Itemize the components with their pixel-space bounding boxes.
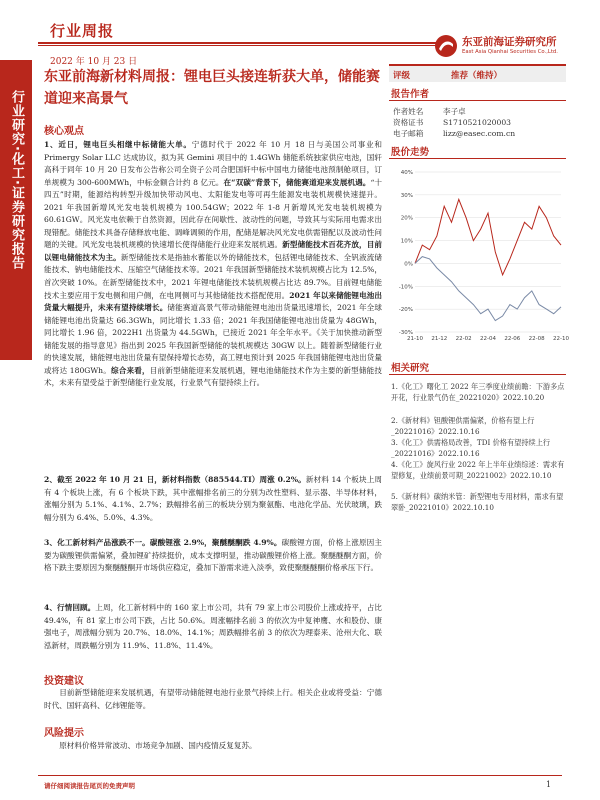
paragraph-1 — [44, 139, 382, 390]
header-rule — [38, 42, 438, 44]
y-tick-label: 30% — [400, 192, 413, 199]
footer-rule — [38, 775, 562, 776]
p2-text-b: 新材料 14 个板块上周有 4 个板块上涨，有 6 个板块下跌，其中涨幅排名前三的分别为改性塑料、显示器、半导体材料，涨幅分别为 5.1%、4.1%、2.7%；跌幅排名前三的板块分别为聚氨酯、电池化学品、光伏玻璃，跌幅分别为 6.4%、5.0%、4.3%。 — [44, 475, 382, 522]
x-tick-label: 21-10 — [407, 336, 423, 342]
x-tick-label: 21-12 — [431, 336, 448, 342]
p1-text-h: 储能赛道高景气带动储能锂电池出货量迅速增长，2021 年全球储能锂电池出货量达 66.3GWh，同比增长 1.33 倍；2021 年我国储能锂电池出货量为 48GWh，同比增长 1.96 倍，2022H1 出货量为 44.5GWh，已接近 2021 年全年水平。《关于加快推动新型储能发展的指导意见》指出到 2025 年我国新型储能的装机规模达 30GW 以上。随着新型储能行业的快速发展，储能锂电池出货量有望保持增长态势，高工锂电预计到 2025 年我国储能锂电池出货量或将达 180GWh。 — [44, 303, 382, 375]
paragraph-2 — [44, 474, 382, 524]
p1-highlight-e: 新型储能技术百花齐放，目前以锂电储能技术为主。 — [44, 240, 383, 262]
footer-disclaimer: 请仔细阅读报告尾页的免责声明 — [44, 782, 135, 790]
series-line-2 — [415, 257, 561, 321]
p1-text-b: 宁德时代于 2022 年 10 月 18 日与美国公司事业和 Primergy Solar LLC 达成协议，拟为其 Gemini 项目中的 1.4GWh 储能系统独家供应电池，国轩高科于同年 10 月 20 日发布公告称公司全资子公司合肥国轩中标中国电力储能电池预制舱项目，订单规模为 300-600MWh，中标金额合计约 8 亿元。 — [44, 140, 382, 187]
y-tick-label: 10% — [400, 238, 413, 245]
rating-label: 评级 — [393, 71, 411, 81]
p1-highlight-a: 1、近日，锂电巨头相继中标储能大单。 — [44, 140, 192, 149]
analyst-section-rule — [389, 100, 566, 101]
related-item[interactable]: 2.《新材料》钽酸锂供需偏紧，价格有望上行_20221016》2022.10.16 — [391, 416, 535, 436]
analyst-cert-key: 资格证书 — [393, 118, 424, 127]
p4-text-b: 上周，化工新材料中的 160 家上市公司，共有 79 家上市公司股价上涨或持平，占比 49.4%，有 81 家上市公司下跌，占比 50.6%。周涨幅排名前 3 的依次为中复神鹰、水和股份、康强电子，周涨幅分别为 20.7%、18.0%、14.1%；周跌幅排名前 3 的依次为理泰来、沧州大化、联泓新材，周跌幅分别为 11.9%、11.8%、11.4%。 — [44, 603, 382, 650]
p3-text-c: 碳酸锂方面，价格上涨原因主要为碳酸锂供需偏紧，叠加锂矿持续挺价，成本支撑明显，推动碳酸锂价格上涨。聚醚醚酮方面，价格下跌主要原因为聚醚醚酮开市场供应稳定，叠加下游需求进入淡季，致使聚醚醚酮价格承压下行。 — [44, 538, 382, 573]
investment-text: 目前新型储能迎来发展机遇，有望带动储能锂电池行业景气持续上行。相关企业或将受益：宁德时代、国轩高科、亿纬锂能等。 — [44, 688, 382, 710]
logo-icon — [434, 34, 458, 58]
related-section-title: 相关研究 — [391, 363, 430, 374]
company-logo — [434, 32, 584, 62]
y-tick-label: 20% — [400, 215, 413, 222]
report-title: 东亚前海新材料周报：锂电巨头接连斩获大单，储能赛道迎来高景气 — [44, 69, 380, 107]
x-tick-label: 22-10 — [553, 336, 569, 342]
related-section-header — [389, 360, 566, 374]
analyst-section-title: 报告作者 — [391, 89, 430, 100]
rating-bar — [389, 64, 566, 82]
page-number: 1 — [546, 780, 552, 789]
p1-highlight-c: 在“双碳”背景下，储能赛道迎来发展机遇。 — [223, 177, 371, 187]
analyst-section-header — [389, 86, 566, 100]
p3-highlight-a: 3、化工新材料产品涨跌不一。 — [44, 538, 150, 547]
y-tick-label: 40% — [400, 170, 413, 176]
related-section-rule — [389, 374, 566, 375]
p1-text-d: “十四五”时期，能源结构转型升级加快带动风电、太阳能发电等可再生能源发电装机规模快速提升。2021 年我国新增风光发电装机规模为 100.54GW；2022 年 1-8 月新增风光发电装机规模为 60.61GW。风光发电依赖于自然资源，因此存在间歇性、波动性的问题，导致其与实际用电需求出现错配。储能技术具备存储释放电能、调峰调频的作用，配储是解决风光发电供需错配以及波动性问题的关键。风光发电装机规模的快速增长使得储能行业迎来发展机遇。 — [44, 177, 382, 250]
p4-highlight-a: 4、行情回顾。 — [44, 603, 96, 612]
related-item[interactable]: 4.《化工》旋风行业 2022 年上半年业绩综述：需求有望修复，业绩前景可期_20221002》2022.10.10 — [391, 460, 565, 480]
rating-value: 推荐（维持） — [451, 71, 503, 81]
y-tick-label: -20% — [398, 307, 413, 314]
investment-heading: 投资建议 — [44, 676, 84, 687]
x-tick-label: 22-06 — [504, 336, 521, 342]
analyst-cert-value: S1710521020003 — [443, 118, 512, 127]
y-tick-label: -30% — [398, 330, 413, 336]
related-item[interactable]: 5.《新材料》碳纳米管：新型锂电专用材料，需求有望翠卧_20221010》2022.10.10 — [391, 492, 564, 512]
related-item[interactable]: 3.《化工》供需格局改善，TDI 价格有望持续上行_20221016》2022.10.16 — [391, 438, 551, 458]
p3-highlight-b: 碳酸锂涨 2.9%，聚醚醚酮跌 4.9%。 — [149, 538, 282, 547]
header-rule-thin — [38, 45, 438, 46]
trend-section-header — [389, 144, 566, 158]
analyst-name-value: 李子卓 — [443, 107, 466, 116]
core-points-heading: 核心观点 — [44, 126, 84, 137]
stock-trend-svg — [389, 164, 569, 354]
analyst-name-row — [393, 106, 466, 117]
risk-text: 原材料价格异常波动、市场竞争加剧、国内疫情反复复苏。 — [59, 741, 257, 750]
y-tick-label: -10% — [398, 284, 413, 291]
analyst-email-key: 电子邮箱 — [393, 129, 424, 138]
p1-highlight-g: 2021 年以来储能锂电池出货量大幅提升，未来有望持续增长。 — [44, 290, 383, 313]
report-type: 行业周报 — [50, 22, 115, 40]
analyst-cert-row — [393, 117, 511, 128]
category-text: 行业研究·化工·证券研究报告 — [9, 90, 24, 270]
paragraph-3 — [44, 537, 382, 575]
x-tick-label: 22-08 — [528, 336, 545, 342]
logo-text-cn: 东亚前海证券研究所 — [462, 36, 557, 48]
stock-trend-chart — [389, 164, 569, 342]
logo-text-en: East Asia Qianhai Securities Co.,Ltd. — [462, 49, 558, 55]
analyst-email-row — [393, 128, 515, 139]
y-tick-label: 0% — [404, 261, 413, 268]
x-tick-label: 22-02 — [455, 336, 472, 342]
p1-highlight-i: 综合来看， — [110, 365, 150, 375]
report-date: 2022 年 10 月 23 日 — [50, 57, 138, 67]
trend-section-rule — [389, 158, 566, 159]
p2-highlight-a: 2、截至 2022 年 10 月 21 日，新材料指数（885544.TI）周涨 0.2%。 — [44, 475, 306, 484]
trend-section-title: 股价走势 — [391, 147, 430, 158]
category-sidebar — [0, 60, 32, 360]
related-item[interactable]: 1.《化工》曙化工 2022 年三季度业绩前瞻：下游多点开花，行业景气仍在_20221020》2022.10.20 — [391, 382, 565, 402]
report-header — [38, 12, 576, 68]
p1-text-j: 目前新型储能迎来发展机遇，锂电池储能技术作为主要的新型储能技术，未来有望受益于新型储能行业发展，行业景气有望持续上行。 — [44, 365, 383, 388]
paragraph-4 — [44, 602, 382, 652]
x-tick-label: 22-04 — [480, 336, 496, 342]
p1-text-f: 新型储能技术是指抽水蓄能以外的储能技术，包括锂电储能技术、全钒液流储能技术、钠电储能技术、压缩空气储能技术等。2021 年我国新型储能技术装机规模占比为 12.5%，首次突破 10%。在新型储能技术中，2021 年锂电储能技术装机规模占比达 89.7%。目前锂电储能技术主要应用于发电侧和用户侧，在电网侧可与其他储能技术搭配使用。 — [44, 252, 383, 300]
risk-heading: 风险提示 — [44, 728, 84, 739]
analyst-name-key: 作者姓名 — [393, 107, 424, 116]
analyst-email-value: lizz@easec.com.cn — [443, 129, 516, 138]
